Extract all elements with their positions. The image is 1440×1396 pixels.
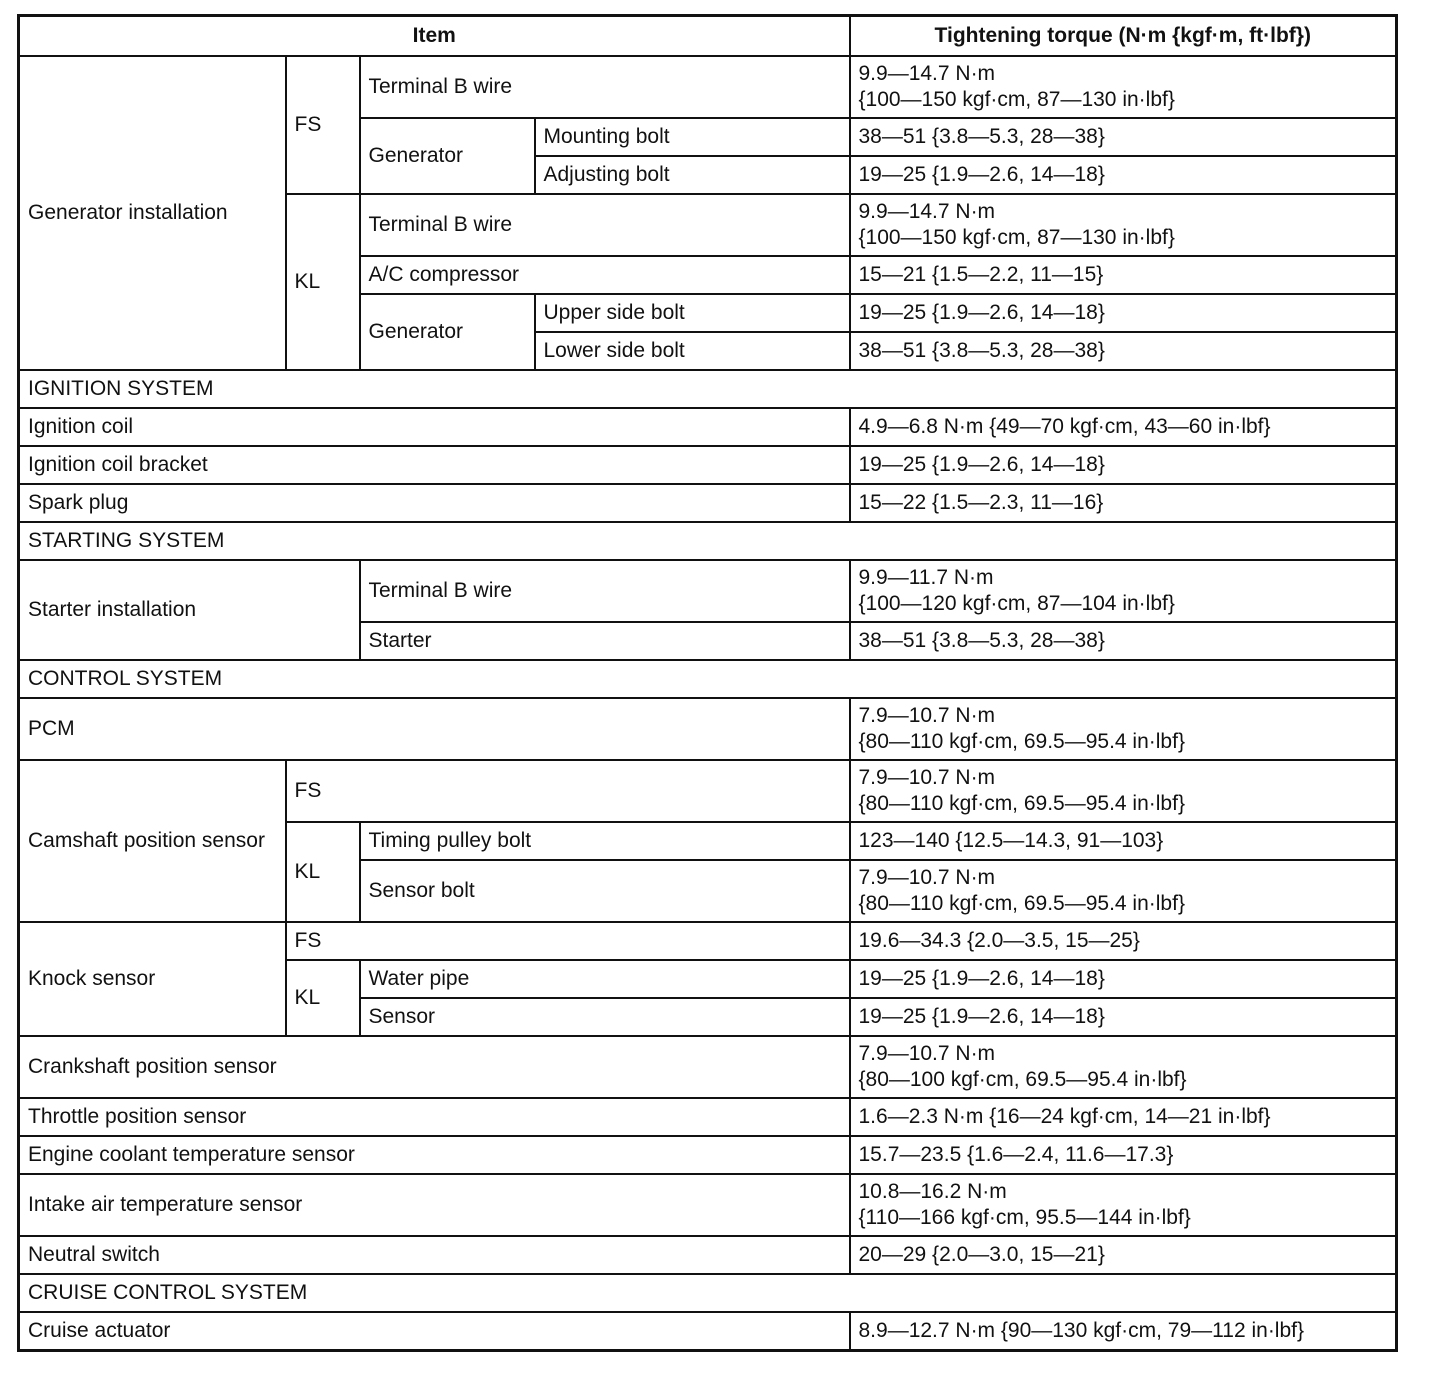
table-row [19,1098,1397,1136]
adjusting-bolt-value: 19—25 {1.9—2.6, 14—18} [850,156,1397,194]
mounting-bolt-value: 38—51 {3.8—5.3, 28—38} [850,118,1397,156]
value-line: {110—166 kgf·cm, 95.5—144 in·lbf} [858,1206,1191,1229]
knock-sensor-sensor-label: Sensor [360,998,850,1036]
section-row [19,660,1397,698]
ac-compressor-value: 15—21 {1.5—2.2, 11—15} [850,256,1397,294]
table-row [19,1136,1397,1174]
upper-side-bolt-label: Upper side bolt [535,294,850,332]
section-row [19,1274,1397,1312]
pcm-value [850,698,1397,760]
generator-fs-terminal-label: Terminal B wire [360,56,850,118]
section-ignition-system: IGNITION SYSTEM [19,370,1397,408]
throttle-sensor-label: Throttle position sensor [19,1098,850,1136]
intake-air-sensor-value [850,1174,1397,1236]
throttle-sensor-value: 1.6—2.3 N·m {16—24 kgf·cm, 14—21 in·lbf} [850,1098,1397,1136]
upper-side-bolt-value: 19—25 {1.9—2.6, 14—18} [850,294,1397,332]
lower-side-bolt-value: 38—51 {3.8—5.3, 28—38} [850,332,1397,370]
neutral-switch-label: Neutral switch [19,1236,850,1274]
table-row [19,922,1397,960]
header-torque: Tightening torque (N·m {kgf·m, ft·lbf}) [850,16,1397,57]
torque-spec-table [17,14,1398,1352]
table-row [19,1174,1397,1236]
pcm-label: PCM [19,698,850,760]
coolant-sensor-label: Engine coolant temperature sensor [19,1136,850,1174]
ignition-coil-bracket-label: Ignition coil bracket [19,446,850,484]
table-row [19,56,1397,118]
sensor-bolt-label: Sensor bolt [360,860,850,922]
value-line: {80—110 kgf·cm, 69.5—95.4 in·lbf} [858,730,1185,753]
camshaft-fs-value [850,760,1397,822]
starter-terminal-label: Terminal B wire [360,560,850,622]
section-cruise-control-system: CRUISE CONTROL SYSTEM [19,1274,1397,1312]
table-row [19,1236,1397,1274]
value-line: 7.9—10.7 N·m [858,1042,996,1065]
value-line: 7.9—10.7 N·m [858,766,996,789]
knock-sensor-sensor-value: 19—25 {1.9—2.6, 14—18} [850,998,1397,1036]
ignition-coil-value: 4.9—6.8 N·m {49—70 kgf·cm, 43—60 in·lbf} [850,408,1397,446]
knock-sensor-label: Knock sensor [19,922,286,1036]
value-line: 9.9—11.7 N·m [858,566,994,589]
spark-plug-value: 15—22 {1.5—2.3, 11—16} [850,484,1397,522]
mounting-bolt-label: Mounting bolt [535,118,850,156]
value-line: {100—150 kgf·cm, 87—130 in·lbf} [858,226,1175,249]
knock-kl-label: KL [286,960,360,1036]
value-line: {80—110 kgf·cm, 69.5—95.4 in·lbf} [858,792,1185,815]
table-row [19,698,1397,760]
crankshaft-sensor-label: Crankshaft position sensor [19,1036,850,1098]
generator-kl-terminal-label: Terminal B wire [360,194,850,256]
sensor-bolt-value [850,860,1397,922]
ac-compressor-label: A/C compressor [360,256,850,294]
ignition-coil-label: Ignition coil [19,408,850,446]
camshaft-fs-label: FS [286,760,850,822]
value-line: 10.8—16.2 N·m [858,1180,1007,1203]
table-row [19,1312,1397,1351]
crankshaft-sensor-value [850,1036,1397,1098]
table-row [19,1036,1397,1098]
starter-terminal-value [850,560,1397,622]
value-line: 9.9—14.7 N·m [858,200,996,223]
value-line: 9.9—14.7 N·m [858,62,996,85]
generator-kl-generator-label: Generator [360,294,535,370]
table-row [19,408,1397,446]
adjusting-bolt-label: Adjusting bolt [535,156,850,194]
section-starting-system: STARTING SYSTEM [19,522,1397,560]
value-line: {80—100 kgf·cm, 69.5—95.4 in·lbf} [858,1068,1187,1091]
table-row [19,560,1397,622]
section-control-system: CONTROL SYSTEM [19,660,1397,698]
starter-label: Starter [360,622,850,660]
generator-kl-label: KL [286,194,360,370]
generator-fs-generator-label: Generator [360,118,535,194]
table-row [19,760,1397,822]
timing-pulley-bolt-value: 123—140 {12.5—14.3, 91—103} [850,822,1397,860]
knock-fs-value: 19.6—34.3 {2.0—3.5, 15—25} [850,922,1397,960]
value-line: {100—120 kgf·cm, 87—104 in·lbf} [858,592,1175,615]
header-item: Item [19,16,850,57]
timing-pulley-bolt-label: Timing pulley bolt [360,822,850,860]
value-line: {80—110 kgf·cm, 69.5—95.4 in·lbf} [858,892,1185,915]
camshaft-sensor-label: Camshaft position sensor [19,760,286,922]
intake-air-sensor-label: Intake air temperature sensor [19,1174,850,1236]
generator-fs-label: FS [286,56,360,194]
table-row [19,446,1397,484]
starter-value: 38—51 {3.8—5.3, 28—38} [850,622,1397,660]
generator-installation-label: Generator installation [19,56,286,370]
spark-plug-label: Spark plug [19,484,850,522]
value-line: 7.9—10.7 N·m [858,704,996,727]
coolant-sensor-value: 15.7—23.5 {1.6—2.4, 11.6—17.3} [850,1136,1397,1174]
cruise-actuator-label: Cruise actuator [19,1312,850,1351]
water-pipe-value: 19—25 {1.9—2.6, 14—18} [850,960,1397,998]
table-row [19,484,1397,522]
cruise-actuator-value: 8.9—12.7 N·m {90—130 kgf·cm, 79—112 in·lbf} [850,1312,1397,1351]
camshaft-kl-label: KL [286,822,360,922]
section-row [19,522,1397,560]
water-pipe-label: Water pipe [360,960,850,998]
lower-side-bolt-label: Lower side bolt [535,332,850,370]
neutral-switch-value: 20—29 {2.0—3.0, 15—21} [850,1236,1397,1274]
starter-installation-label: Starter installation [19,560,360,660]
header-row [19,16,1397,57]
value-line: {100—150 kgf·cm, 87—130 in·lbf} [858,88,1175,111]
generator-fs-terminal-value [850,56,1397,118]
ignition-coil-bracket-value: 19—25 {1.9—2.6, 14—18} [850,446,1397,484]
generator-kl-terminal-value [850,194,1397,256]
section-row [19,370,1397,408]
knock-fs-label: FS [286,922,850,960]
value-line: 7.9—10.7 N·m [858,866,996,889]
